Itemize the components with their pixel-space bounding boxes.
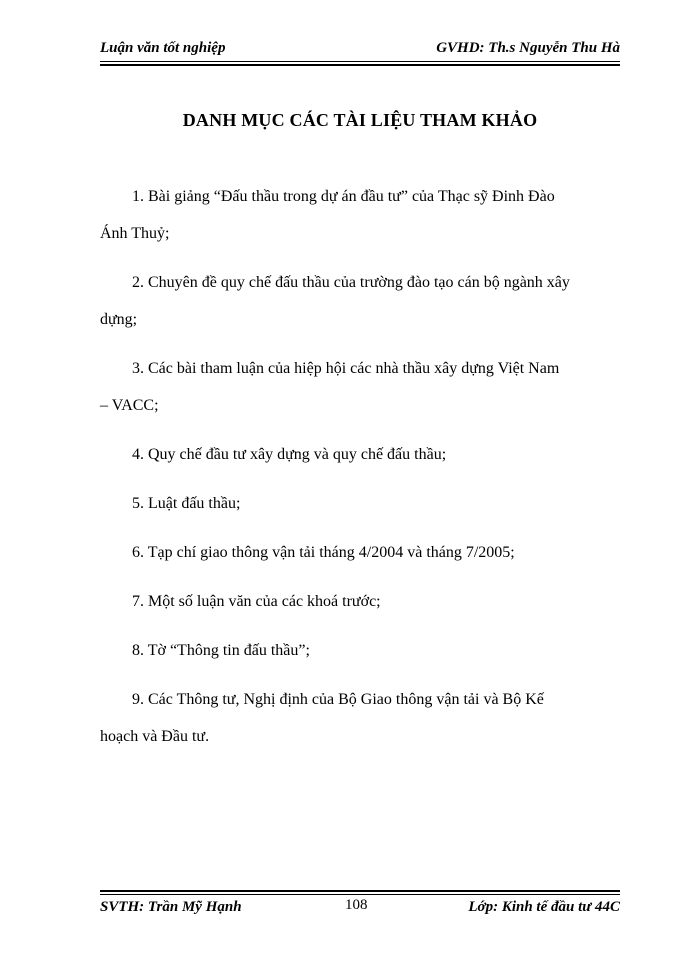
footer-class: Lớp: Kinh tế đầu tư 44C: [468, 899, 620, 915]
reference-item: 6. Tạp chí giao thông vận tải tháng 4/2004 và tháng 7/2005;: [132, 544, 515, 561]
page-footer: [100, 897, 620, 919]
reference-item: 9. Các Thông tư, Nghị định của Bộ Giao thông vận tải và Bộ Kế hoạch và Đầu tư.: [100, 691, 544, 745]
reference-item: 2. Chuyên đề quy chế đấu thầu của trường đào tạo cán bộ ngành xây dựng;: [100, 274, 570, 328]
header-advisor: GVHD: Th.s Nguyễn Thu Hà: [436, 40, 620, 56]
reference-item: 7. Một số luận văn của các khoá trước;: [132, 593, 381, 610]
page-number: 108: [345, 897, 368, 913]
reference-item: 5. Luật đấu thầu;: [132, 495, 241, 512]
header-thesis-label: Luận văn tốt nghiệp: [100, 40, 226, 56]
header-rule-thin: [100, 61, 620, 62]
reference-item: 1. Bài giảng “Đấu thầu trong dự án đầu tư” của Thạc sỹ Đinh Đào Ánh Thuỷ;: [100, 188, 555, 242]
reference-item: 8. Tờ “Thông tin đấu thầu”;: [132, 642, 310, 659]
reference-list: [100, 178, 570, 767]
page-title: DANH MỤC CÁC TÀI LIỆU THAM KHẢO: [182, 110, 538, 130]
footer-rule-thin: [100, 894, 620, 895]
header-rule-thick: [100, 64, 620, 66]
footer-rule-thick: [100, 890, 620, 892]
reference-item: 3. Các bài tham luận của hiệp hội các nhà thầu xây dựng Việt Nam – VACC;: [100, 360, 560, 414]
page-header: [100, 40, 620, 62]
reference-item: 4. Quy chế đầu tư xây dựng và quy chế đấu thầu;: [132, 446, 447, 463]
footer-student: SVTH: Trần Mỹ Hạnh: [100, 899, 242, 915]
